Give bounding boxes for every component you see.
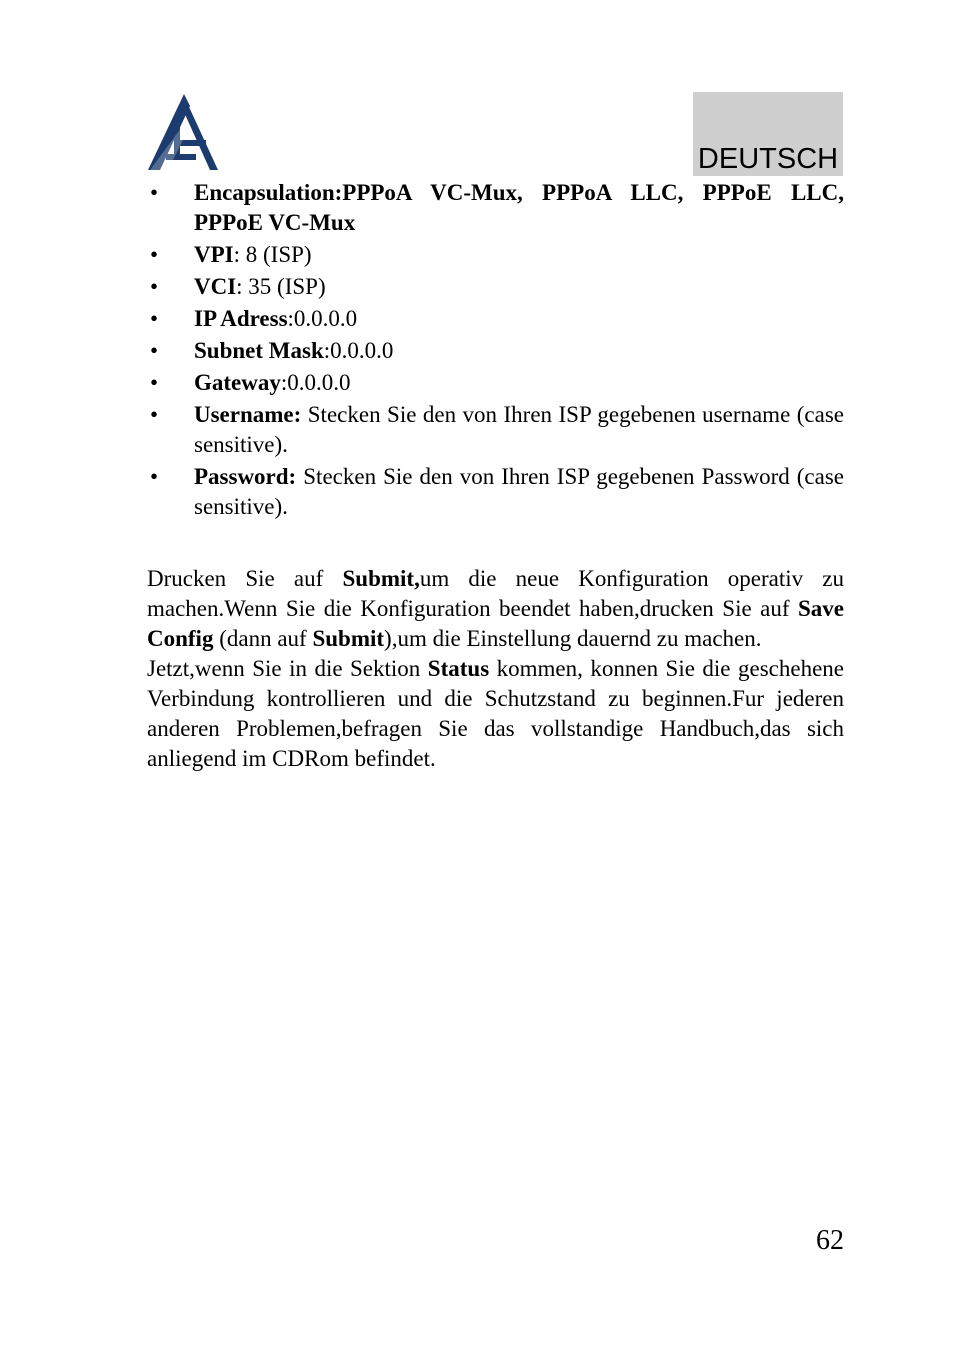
setting-label: Encapsulation:PPPoA VC-Mux, PPPoA LLC, PPPoE LLC, PPPoE VC-Mux	[194, 180, 844, 235]
list-item	[147, 462, 844, 522]
list-item	[147, 178, 844, 238]
setting-label: VCI	[194, 274, 237, 299]
setting-label: Password:	[194, 464, 297, 489]
list-item	[147, 336, 844, 366]
language-badge	[693, 92, 843, 176]
bullet-icon: •	[149, 338, 159, 363]
atlantis-a-logo-icon	[148, 94, 220, 170]
setting-label: Gateway	[194, 370, 281, 395]
text-run: kommen, konnen Sie die geschehene Verbindung kontrollieren und die Schutzstand zu beginnen.Fur jederen anderen Problemen,befragen Sie das vollstandige Handbuch,das sich anliegend im CDRom befindet.	[147, 656, 844, 771]
setting-value: :0.0.0.0	[323, 338, 394, 363]
text-run: Drucken Sie auf	[147, 566, 343, 591]
instructions-text	[147, 564, 844, 774]
setting-value: Stecken Sie den von Ihren ISP gegebenen username (case sensitive).	[194, 402, 844, 457]
text-run: ),um die Einstellung dauernd zu machen.	[384, 626, 762, 651]
submit-term: Submit,	[342, 566, 420, 591]
list-item	[147, 304, 844, 334]
setting-value: Stecken Sie den von Ihren ISP gegebenen Password (case sensitive).	[194, 464, 844, 519]
page-number: 62	[816, 1225, 844, 1256]
bullet-icon: •	[149, 306, 159, 331]
bullet-icon: •	[149, 242, 159, 267]
setting-label: Username:	[194, 402, 302, 427]
settings-list	[147, 178, 844, 524]
setting-value: :0.0.0.0	[280, 370, 351, 395]
bullet-icon: •	[149, 370, 159, 395]
list-item	[147, 272, 844, 302]
text-run: Jetzt,wenn Sie in die Sektion	[147, 656, 428, 681]
status-term: Status	[427, 656, 490, 681]
list-item	[147, 368, 844, 398]
setting-label: IP Adress	[194, 306, 288, 331]
submit-term: Submit	[312, 626, 385, 651]
text-run: um die neue Konfiguration operativ zu machen.Wenn Sie die Konfiguration beendet haben,drucken Sie auf	[147, 566, 844, 621]
list-item	[147, 400, 844, 460]
setting-label: Subnet Mask	[194, 338, 324, 363]
bullet-icon: •	[149, 402, 159, 427]
text-run: (dann auf	[213, 626, 313, 651]
status-paragraph	[147, 654, 844, 774]
setting-value: :0.0.0.0	[287, 306, 358, 331]
setting-label: VPI	[194, 242, 234, 267]
save-config-term: Save Config	[147, 596, 844, 651]
bullet-icon: •	[149, 274, 159, 299]
submit-paragraph	[147, 564, 844, 654]
list-item	[147, 240, 844, 270]
setting-value: : 8 (ISP)	[233, 242, 312, 267]
setting-value: : 35 (ISP)	[236, 274, 326, 299]
language-label: DEUTSCH	[697, 143, 839, 175]
bullet-icon: •	[149, 180, 159, 205]
bullet-icon: •	[149, 464, 159, 489]
